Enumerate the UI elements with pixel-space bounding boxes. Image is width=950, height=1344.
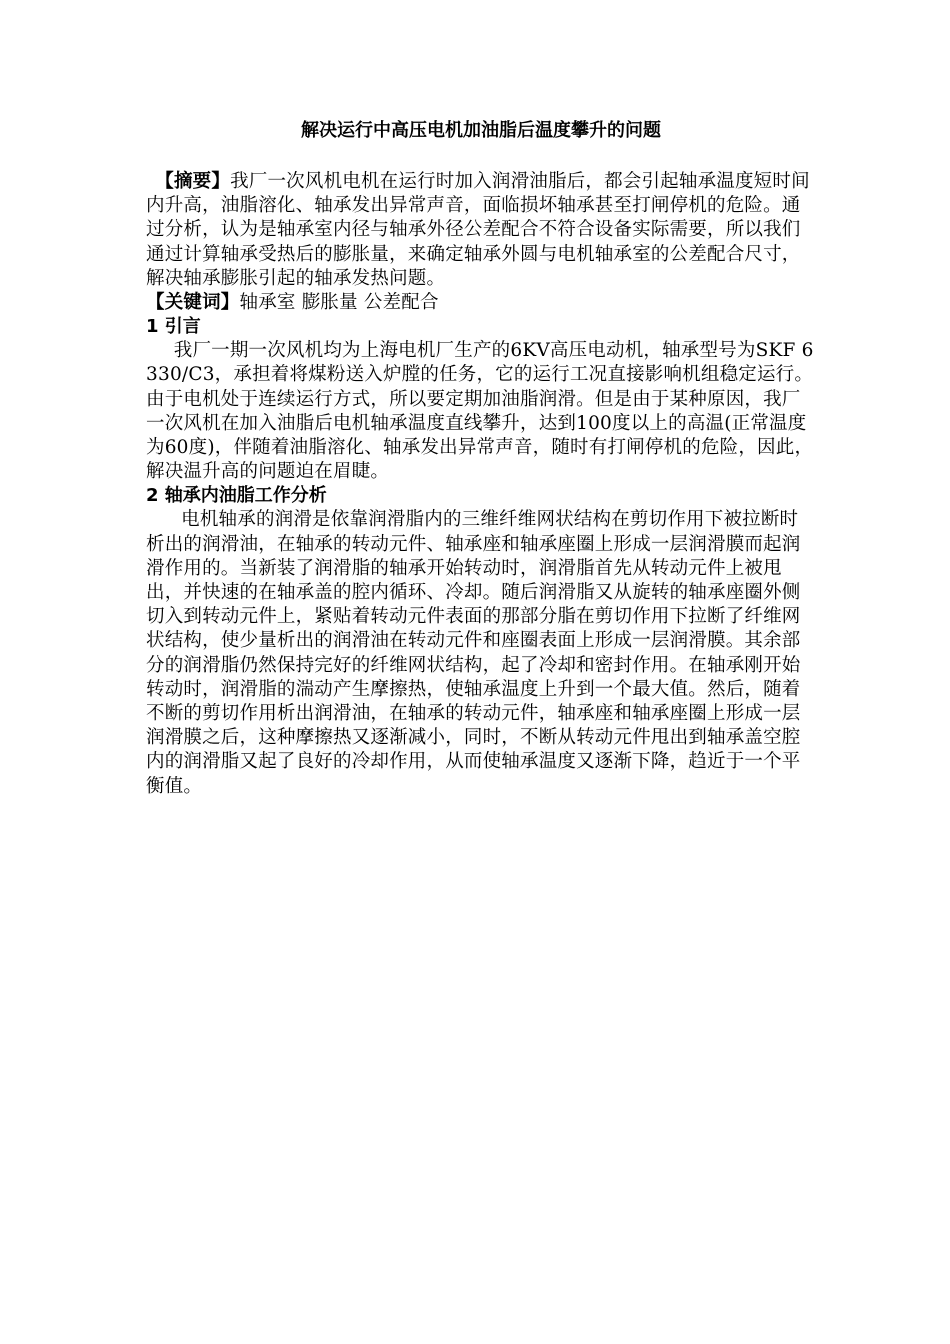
section-body-introduction: 我厂一期一次风机均为上海电机厂生产的6KV高压电动机，轴承型号为SKF 6330/C3，承担着将煤粉送入炉膛的任务，它的运行工况直接影响机组稳定运行。由于电机处于连续运行方式，所以要定期加油脂润滑。但是由于某种原因，我厂一次风机在加入油脂后电机轴承温度直线攀升，达到100度以上的高温(正常温度为60度)，伴随着油脂溶化、轴承发出异常声音，随时有打闸停机的危险，因此，解决温升高的问题迫在眉睫。 [146,340,814,483]
abstract-label: 【摘要】 [155,171,231,192]
document-title: 解决运行中高压电机加油脂后温度攀升的问题 [301,120,661,141]
section-heading-grease-analysis: 2 轴承内油脂工作分析 [146,485,327,507]
abstract-paragraph [146,170,816,291]
section-heading-introduction: 1 引言 [146,316,201,338]
section-body-grease-analysis: 电机轴承的润滑是依靠润滑脂内的三维纤维网状结构在剪切作用下被拉断时析出的润滑油，在轴承的转动元件、轴承座和轴承座圈上形成一层润滑膜而起润滑作用的。当新装了润滑脂的轴承开始转动时，润滑脂首先从转动元件上被甩出，并快速的在轴承盖的腔内循环、冷却。随后润滑脂又从旋转的轴承座圈外侧切入到转动元件上，紧贴着转动元件表面的那部分脂在剪切作用下拉断了纤维网状结构，使少量析出的润滑油在转动元件和座圈表面上形成一层润滑膜。其余部分的润滑脂仍然保持完好的纤维网状结构，起了冷却和密封作用。在轴承刚开始转动时，润滑脂的湍动产生摩擦热，使轴承温度上升到一个最大值。然后，随着不断的剪切作用析出润滑油，在轴承的转动元件，轴承座和轴承座圈上形成一层润滑膜之后，这种摩擦热又逐渐减小，同时，不断从转动元件甩出到轴承盖空腔内的润滑脂又起了良好的冷却作用，从而使轴承温度又逐渐下降，趋近于一个平衡值。 [146,509,801,797]
keywords-text: 轴承室 膨胀量 公差配合 [239,292,439,314]
keywords-paragraph [146,291,816,315]
document-page [146,118,816,799]
abstract-text: 我厂一次风机电机在运行时加入润滑油脂后，都会引起轴承温度短时间内升高，油脂溶化、轴承发出异常声音，面临损坏轴承甚至打闸停机的危险。通过分析，认为是轴承室内径与轴承外径公差配合不符合设备实际需要，所以我们通过计算轴承受热后的膨胀量，来确定轴承外圆与电机轴承室的公差配合尺寸，解决轴承膨胀引起的轴承发热问题。 [146,171,810,289]
keywords-label: 【关键词】 [146,292,240,314]
